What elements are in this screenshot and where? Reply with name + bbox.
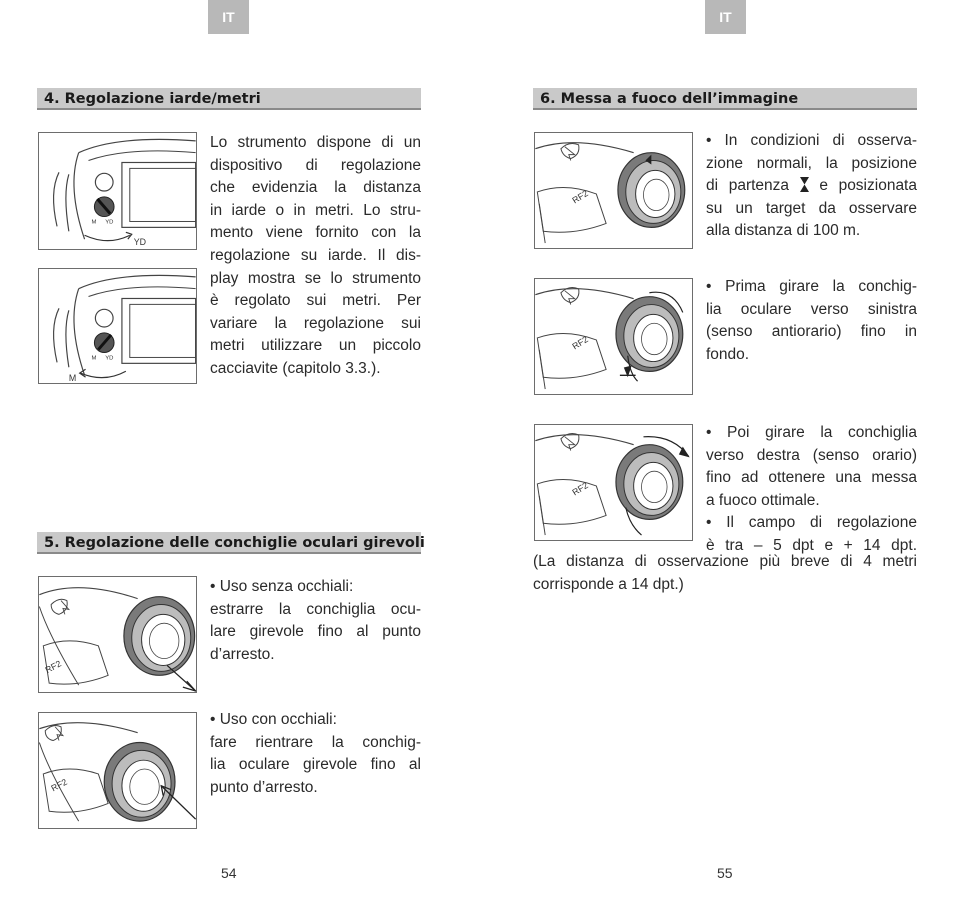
body-line: • In condizioni di osserva- [706,132,917,149]
body-line: cacciavite (capitolo 3.3.). [210,359,381,377]
rangefinder-display-illustration [39,133,196,249]
body-line: • Uso con occhiali: [210,711,337,728]
page-number-left: 54 [221,865,237,881]
svg-text:M: M [68,373,77,383]
body-line: fino ad ottenere una messa [706,469,917,487]
svg-text:M: M [91,355,97,362]
body-line: variare la regolazione sui [210,314,421,332]
section-5-heading: 5. Regolazione delle conchiglie oculari girevoli [37,532,421,554]
body-text: di partenza [706,177,790,195]
body-line: regolazione su iarde. Il dis- [210,246,421,264]
body-line: fondo. [706,345,750,363]
section-6-note [533,551,917,596]
svg-text:M: M [91,219,97,226]
body-line: alla distanza di 100 m. [706,222,861,240]
section-4-heading: 4. Regolazione iarde/metri [37,88,421,110]
language-tab-left: IT [208,0,249,34]
body-line: mento viene fornito con la [210,224,421,242]
figure-meter-setting [38,268,197,384]
body-line: (La distanza di osservazione più breve di 4 metri [533,553,917,570]
figure-eyecup-extend [38,576,197,693]
body-line: • Uso senza occhiali: [210,578,354,595]
svg-text:YD: YD [133,237,146,248]
svg-text:RF2: RF2 [570,188,590,206]
body-text: e posizionata [819,177,917,195]
body-line: corrisponde a 14 dpt.) [533,575,684,593]
section-5-block-1 [210,576,421,666]
eyecup-illustration [39,577,196,692]
svg-text:YD: YD [105,355,114,362]
eyecup-illustration [535,279,692,394]
svg-text:RF2: RF2 [570,480,590,498]
figure-focus-clockwise [534,424,693,541]
figure-yard-setting [38,132,197,250]
body-line: • Poi girare la conchiglia [706,424,917,441]
body-line: è tra – 5 dpt e + 14 dpt. [706,536,917,554]
section-4-body [210,132,421,381]
body-line: play mostra se lo strumento [210,269,421,287]
svg-text:RF2: RF2 [570,334,590,352]
body-line: (senso antiorario) fino in [706,323,917,341]
body-line: • Prima girare la conchig- [706,278,917,295]
body-line: che evidenzia la distanza [210,179,421,197]
language-tab-right: IT [705,0,746,34]
eyecup-illustration [535,425,692,540]
body-line: dispositivo di regolazione [210,156,421,174]
section-6-block-3 [706,422,917,558]
page-number-right: 55 [717,865,733,881]
section-6-block-2 [706,276,917,366]
figure-focus-counterclockwise [534,278,693,395]
rangefinder-display-illustration [39,269,196,383]
body-line: zione normali, la posizione [706,154,917,172]
eyecup-illustration [535,133,692,248]
body-line: metri utilizzare un piccolo [210,337,421,355]
svg-text:RF2: RF2 [43,658,63,676]
body-line-with-icon [706,175,917,198]
body-line: lare girevole fino al punto [210,623,421,641]
body-line: Lo strumento dispone di un [210,134,421,151]
svg-text:RF2: RF2 [49,776,69,794]
body-line: estrarre la conchiglia ocu- [210,600,421,618]
body-line: lia oculare girevole fino al [210,756,421,774]
body-line: d’arresto. [210,645,275,663]
body-line: in iarde o in metri. Lo stru- [210,201,421,219]
section-5-block-2 [210,709,421,799]
body-line: lia oculare verso sinistra [706,300,917,318]
figure-focus-start [534,132,693,249]
body-line: è regolato sui metri. Per [210,292,421,310]
hourglass-icon [800,177,809,192]
body-line: su un target da osservare [706,199,917,217]
body-line: punto d’arresto. [210,778,318,796]
body-line: fare rientrare la conchig- [210,733,421,751]
figure-eyecup-retract [38,712,197,829]
section-6-heading: 6. Messa a fuoco dell’immagine [533,88,917,110]
section-6-block-1 [706,130,917,243]
eyecup-illustration [39,713,196,828]
body-line: • Il campo di regolazione [706,514,917,532]
body-line: verso destra (senso orario) [706,446,917,464]
body-line: a fuoco ottimale. [706,491,820,509]
svg-text:YD: YD [105,219,114,226]
